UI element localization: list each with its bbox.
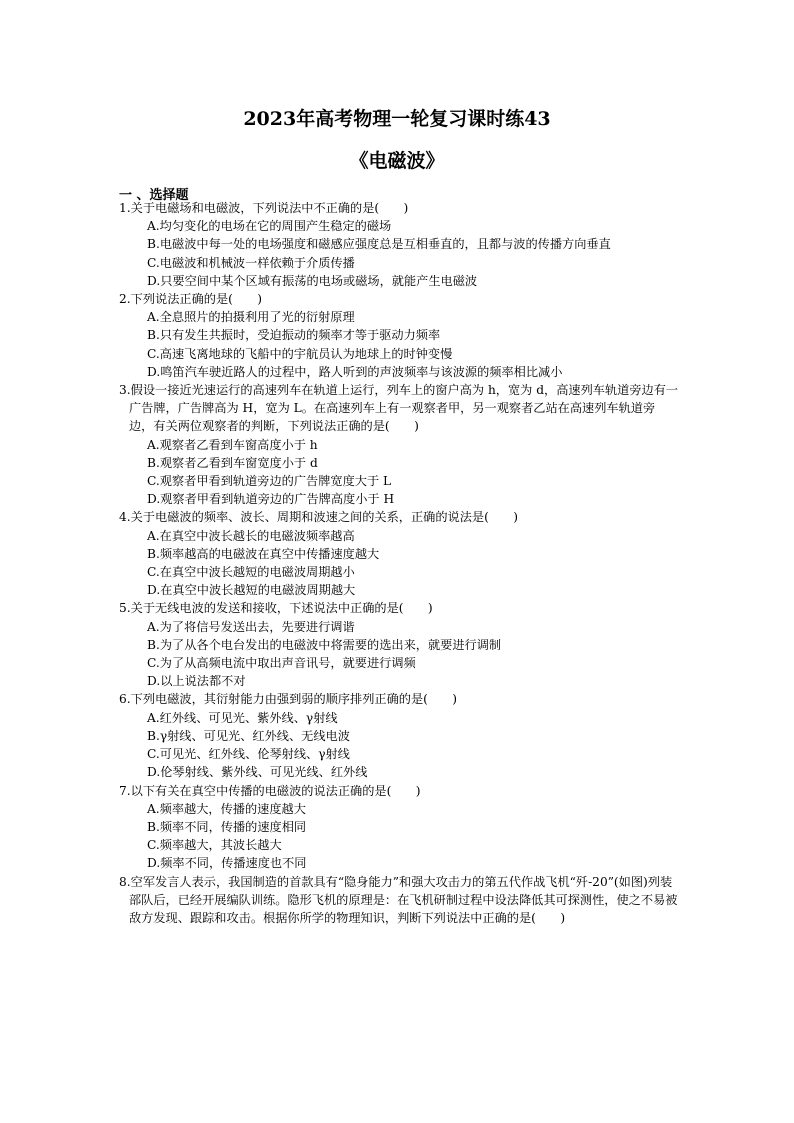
question-option: A.频率越大，传播的速度越大 — [147, 801, 306, 816]
question-stem: 4.关于电磁波的频率、波长、周期和波速之间的关系，正确的说法是( ) — [119, 510, 518, 525]
question-option: B.γ射线、可见光、红外线、无线电波 — [147, 728, 350, 743]
question-option: D.伦琴射线、紫外线、可见光线、红外线 — [147, 765, 368, 780]
question-option: D.在真空中波长越短的电磁波周期越大 — [147, 583, 356, 598]
question-stem: 1.关于电磁场和电磁波，下列说法中不正确的是( ) — [119, 201, 409, 215]
question-option: C.为了从高频电流中取出声音讯号，就要进行调频 — [147, 656, 416, 671]
question-option: D.频率不同，传播速度也不同 — [147, 856, 307, 871]
section-heading: 一 、选择题 — [119, 188, 189, 203]
question-option: A.为了将信号发送出去，先要进行调谐 — [147, 619, 355, 634]
question-option: B.只有发生共振时，受迫振动的频率才等于驱动力频率 — [147, 328, 441, 343]
question-stem: 3.假设一接近光速运行的高速列车在轨道上运行，列车上的窗户高为 h，宽为 d，高速列车轨道旁边有一广告牌，广告牌高为 H，宽为 L。在高速列车上有一观察者甲，另一观察者乙站在高速列车轨道旁边，有关两位观察者的判断，下列说法正确的是( ) — [119, 383, 679, 434]
question-option: C.高速飞离地球的飞船中的宇航员认为地球上的时钟变慢 — [147, 346, 453, 361]
question-option: A.红外线、可见光、紫外线、γ射线 — [147, 710, 338, 725]
question-option: C.频率越大，其波长越大 — [147, 838, 282, 853]
question-option: D.观察者甲看到轨道旁边的广告牌高度小于 H — [147, 492, 395, 507]
question-option: B.为了从各个电台发出的电磁波中将需要的选出来，就要进行调制 — [147, 637, 502, 652]
question-option: D.鸣笛汽车驶近路人的过程中，路人听到的声波频率与该波源的频率相比减小 — [147, 364, 563, 379]
question-list — [119, 199, 679, 927]
question-option: C.可见光、红外线、伦琴射线、γ射线 — [147, 747, 350, 762]
question-option: B.电磁波中每一处的电场强度和磁感应强度总是互相垂直的，且都与波的传播方向垂直 — [147, 237, 611, 252]
question-option: C.电磁波和机械波一样依赖于介质传播 — [147, 255, 355, 270]
question-option: A.观察者乙看到车窗高度小于 h — [147, 437, 318, 452]
question-option: A.在真空中波长越长的电磁波频率越高 — [147, 528, 355, 543]
document-title: 2023年高考物理一轮复习课时练43 — [243, 108, 551, 130]
question-option: A.均匀变化的电场在它的周围产生稳定的磁场 — [147, 219, 392, 234]
question-stem: 6.下列电磁波，其衍射能力由强到弱的顺序排列正确的是( ) — [119, 692, 458, 707]
question-stem: 7.以下有关在真空中传播的电磁波的说法正确的是( ) — [119, 783, 421, 798]
question-option: B.频率不同，传播的速度相同 — [147, 819, 307, 834]
document-subtitle: 《电磁波》 — [349, 150, 445, 172]
question-option: C.在真空中波长越短的电磁波周期越小 — [147, 565, 355, 580]
question-stem: 8.空军发言人表示，我国制造的首款具有“隐身能力”和强大攻击力的第五代作战飞机“歼-20”(如图)列装部队后，已经开展编队训练。隐形飞机的原理是：在飞机研制过程中设法降低其可探测性，使之不易被敌方发现、跟踪和攻击。根据你所学的物理知识，判断下列说法中正确的是( ) — [119, 874, 678, 925]
question-stem: 5.关于无线电波的发送和接收，下述说法中正确的是( ) — [119, 601, 433, 616]
question-stem: 2.下列说法正确的是( ) — [119, 292, 263, 307]
question-option: D.以上说法都不对 — [147, 674, 246, 689]
question-option: A.全息照片的拍摄利用了光的衍射原理 — [147, 310, 355, 325]
question-option: C.观察者甲看到轨道旁边的广告牌宽度大于 L — [147, 474, 392, 489]
question-option: B.频率越高的电磁波在真空中传播速度越大 — [147, 546, 380, 561]
question-option: B.观察者乙看到车窗宽度小于 d — [147, 455, 318, 470]
question-option: D.只要空间中某个区域有振荡的电场或磁场，就能产生电磁波 — [147, 273, 478, 288]
